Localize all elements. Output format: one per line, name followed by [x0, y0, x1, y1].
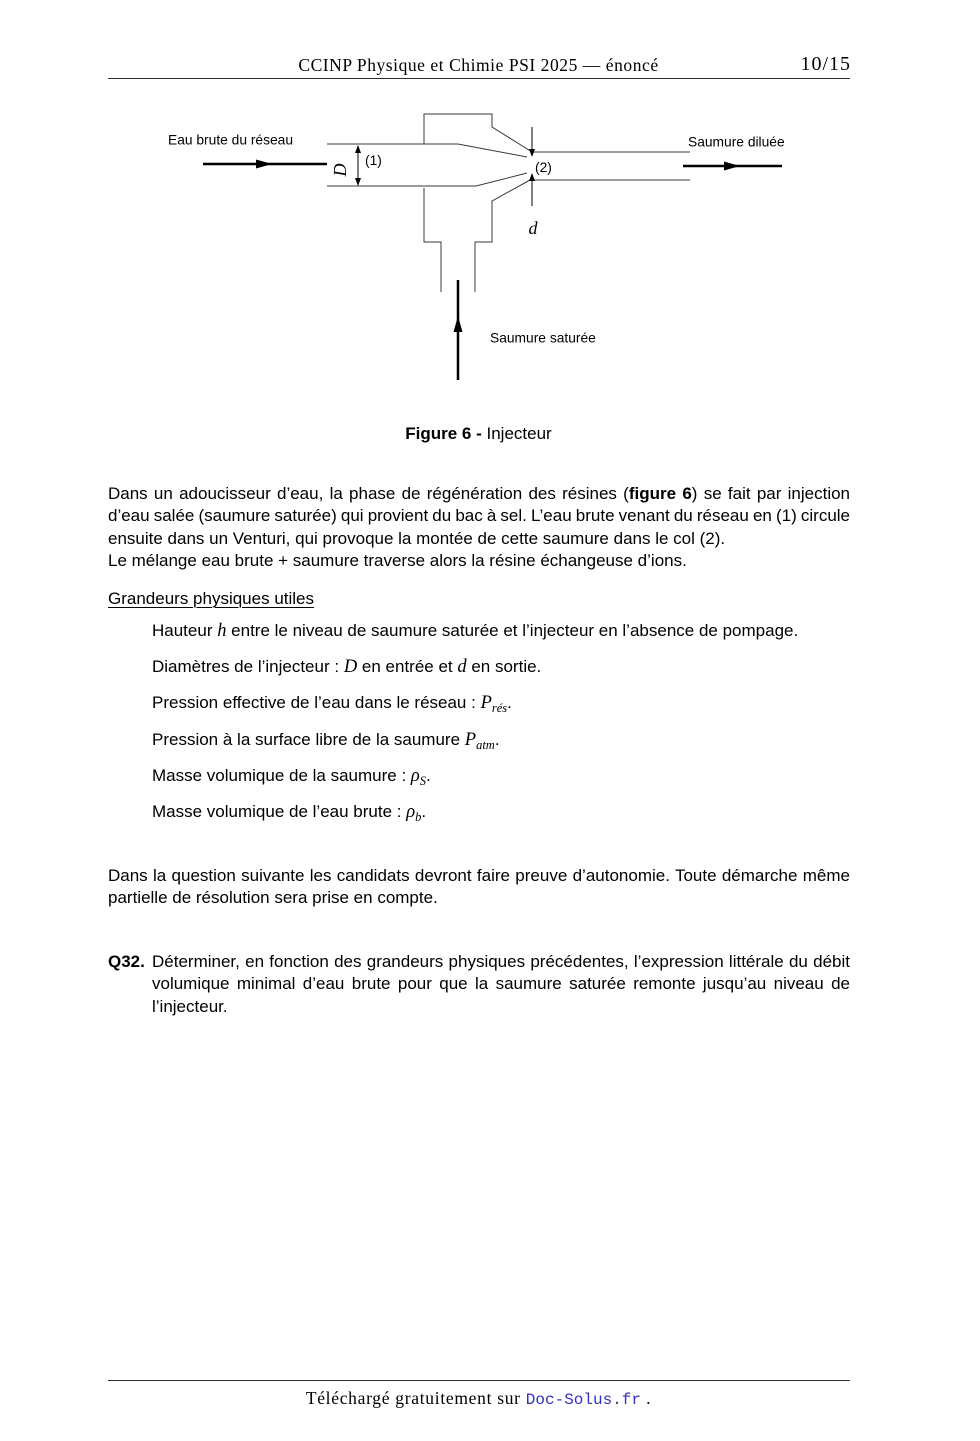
figure-reference: figure 6 — [628, 484, 692, 503]
intro-line: Le mélange eau brute + saumure traverse alors la résine échangeuse d’ions. — [108, 551, 687, 571]
quantities-list — [152, 620, 850, 837]
label-outlet-diameter: d — [528, 218, 538, 238]
page-number: 10/15 — [800, 53, 851, 75]
question-line: l’injecteur. — [152, 996, 228, 1016]
inlet-diameter-arrowhead-top — [355, 145, 361, 153]
footer-text: Téléchargé gratuitement sur — [305, 1388, 526, 1408]
quantity-text: . — [507, 693, 512, 713]
question-number: Q32. — [108, 952, 145, 971]
quantity-subscript: rés — [491, 701, 508, 716]
quantity-item — [152, 656, 850, 692]
autonomy-paragraph — [108, 865, 850, 910]
footer-rule — [108, 1380, 850, 1381]
quantity-item — [152, 692, 850, 728]
figure-caption-text: Injecteur — [481, 424, 552, 443]
question-line: Déterminer, en fonction des grandeurs physiques précédentes, l’expression littérale du débit — [152, 952, 850, 971]
autonomy-line: partielle de résolution sera prise en compte. — [108, 888, 438, 908]
label-inlet: Eau brute du réseau — [168, 132, 294, 148]
quantity-text: Masse volumique de l’eau brute : — [152, 801, 407, 821]
figure-caption-label: Figure 6 - — [405, 424, 482, 443]
quantity-text: en entrée et — [357, 657, 458, 677]
inlet-flow-arrow — [203, 160, 327, 169]
outlet-flow-arrow — [683, 162, 782, 171]
question-text — [152, 951, 850, 1018]
quantity-item — [152, 765, 850, 801]
quantity-text: . — [494, 729, 500, 749]
quantity-text: . — [421, 801, 427, 821]
label-outlet: Saumure diluée — [688, 134, 785, 150]
footer — [0, 1386, 957, 1412]
intro-line: ensuite dans un Venturi, qui provoque la montée de cette saumure dans le col (2). — [108, 528, 726, 548]
quantity-subscript: S — [419, 773, 427, 788]
brine-flow-arrowhead — [454, 316, 463, 332]
doc-solus-link[interactable]: Doc-Solus.fr — [525, 1391, 641, 1409]
footer-suffix: . — [641, 1388, 652, 1408]
inlet-flow-arrowhead — [256, 160, 272, 169]
intro-text: ) se fait par injection — [691, 484, 851, 503]
quantities-heading: Grandeurs physiques utiles — [108, 589, 315, 608]
quantity-item — [152, 729, 850, 765]
quantity-text: Pression effective de l’eau dans le réseau : — [152, 693, 481, 713]
quantity-subscript: b — [415, 809, 422, 824]
brine-flow-arrow — [454, 280, 463, 380]
label-inlet-diameter: D — [330, 163, 350, 177]
quantity-text: Masse volumique de la saumure : — [152, 765, 411, 785]
injector-diagram — [0, 0, 980, 400]
quantity-text: Pression à la surface libre de la saumure — [152, 729, 465, 749]
outlet-flow-arrowhead — [724, 162, 740, 171]
quantity-text: Diamètres de l’injecteur : — [152, 657, 344, 677]
quantity-text: entre le niveau de saumure saturée et l’injecteur en l’absence de pompage. — [226, 621, 799, 640]
quantity-text: en sortie. — [466, 657, 542, 677]
quantity-symbol: d — [457, 657, 467, 678]
casing-bottom-left-wall — [424, 188, 441, 292]
quantity-symbol: P — [464, 729, 477, 750]
question-line: volumique minimal d’eau brute pour que la saumure saturée remonte jusqu’au niveau de — [152, 974, 850, 994]
quantity-symbol: D — [343, 657, 358, 678]
quantity-symbol: h — [217, 621, 227, 641]
casing-top-wall — [424, 114, 532, 152]
quantity-item — [152, 620, 850, 656]
label-point-2: (2) — [535, 160, 552, 175]
label-point-1: (1) — [365, 153, 382, 168]
quantity-text: . — [426, 765, 431, 785]
inlet-diameter-dimension — [355, 145, 361, 186]
intro-line: d’eau salée (saumure saturée) qui provient du bac à sel. L’eau brute venant du réseau en (1) circule — [108, 506, 850, 526]
quantity-text: Hauteur — [152, 621, 218, 640]
figure-caption — [0, 423, 957, 445]
quantity-symbol: ρ — [410, 765, 420, 786]
intro-text: Dans un adoucisseur d’eau, la phase de régénération des résines ( — [108, 484, 629, 503]
quantity-subscript: atm — [476, 737, 495, 752]
running-header-title: CCINP Physique et Chimie PSI 2025 — énoncé — [298, 55, 659, 75]
intro-paragraph — [108, 483, 850, 573]
quantity-symbol: P — [480, 693, 492, 714]
autonomy-line: Dans la question suivante les candidats devront faire preuve d’autonomie. Toute démarche même — [108, 866, 850, 885]
outlet-diameter-arrowhead-top — [529, 149, 535, 157]
inlet-diameter-arrowhead-bottom — [355, 178, 361, 186]
injector-body — [327, 114, 690, 292]
quantity-item — [152, 801, 850, 837]
intro-line — [108, 483, 850, 505]
label-brine-inlet: Saumure saturée — [490, 330, 596, 346]
quantity-symbol: ρ — [406, 801, 416, 822]
casing-bottom-right-wall — [475, 180, 530, 292]
